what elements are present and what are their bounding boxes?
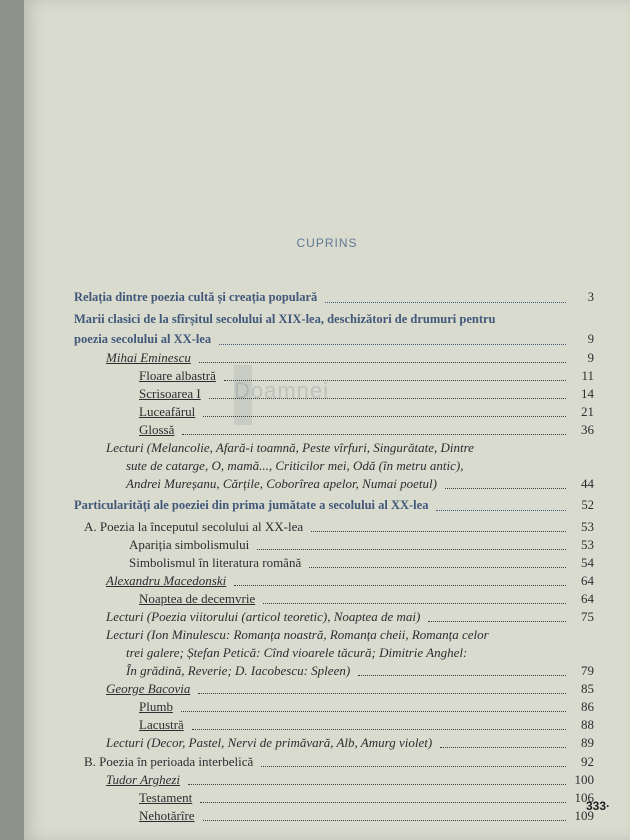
dot-leader xyxy=(261,766,566,767)
toc-entry-page: 109 xyxy=(574,808,594,823)
toc-entry xyxy=(74,627,594,643)
toc-entry xyxy=(74,422,594,438)
toc-entry xyxy=(74,404,594,420)
toc-entry-title: Alexandru Macedonski xyxy=(106,573,227,588)
toc-entry xyxy=(74,498,594,514)
toc-entry xyxy=(74,440,594,456)
toc-entry-title: Floare albastră xyxy=(139,368,216,383)
toc-entry xyxy=(74,754,594,770)
toc-entry-title: Tudor Arghezi xyxy=(106,772,181,787)
page-title: CUPRINS xyxy=(296,236,358,250)
toc-entry-title: A. Poezia la începutul secolului al XX-lea xyxy=(84,519,304,534)
toc-entry xyxy=(74,350,594,366)
dot-leader xyxy=(203,416,566,417)
dot-leader xyxy=(263,603,566,604)
toc-entry-page: 21 xyxy=(581,404,594,419)
toc-entry xyxy=(74,537,594,553)
toc-entry-page: 11 xyxy=(581,368,594,383)
toc-entry xyxy=(74,332,594,348)
dot-leader xyxy=(311,531,566,532)
toc-entry-title: Andrei Mureșanu, Cărțile, Coborîrea apelor, Numai poetul) xyxy=(126,476,437,491)
toc-entry xyxy=(74,591,594,607)
toc-entry-title: Scrisoarea I xyxy=(139,386,201,401)
toc-entry-title: Lacustră xyxy=(139,717,184,732)
dot-leader xyxy=(203,820,566,821)
toc-entry-title: B. Poezia în perioada interbelică xyxy=(84,754,254,769)
toc-entry-page: 92 xyxy=(581,754,594,769)
toc-entry-title: Testament xyxy=(139,790,193,805)
dot-leader xyxy=(309,567,566,568)
toc-entry-title: Luceafărul xyxy=(139,404,196,419)
toc-entry-page: 106 xyxy=(574,790,594,805)
toc-entry-page: 64 xyxy=(581,591,594,606)
toc-entry-title: Lecturi (Decor, Pastel, Nervi de primăvară, Alb, Amurg violet) xyxy=(106,735,433,750)
dot-leader xyxy=(200,802,566,803)
toc-entry xyxy=(74,699,594,715)
dot-leader xyxy=(198,693,566,694)
dot-leader xyxy=(192,729,566,730)
toc-entry-title: poezia secolului al XX-lea xyxy=(74,332,212,346)
toc-entry-title: Plumb xyxy=(139,699,173,714)
toc-entry-page: 75 xyxy=(581,609,594,624)
toc-entry-page: 86 xyxy=(581,699,594,714)
toc-entry-page: 79 xyxy=(581,663,594,678)
toc-entry xyxy=(74,790,594,806)
toc-entry-title: Nehotărîre xyxy=(139,808,195,823)
toc-entry-title: Relația dintre poezia cultă și creația populară xyxy=(74,290,318,304)
toc-entry xyxy=(74,645,594,661)
toc-entry-title: În grădină, Reverie; D. Iacobescu: Spleen) xyxy=(126,663,351,678)
toc-entry-page: 14 xyxy=(581,386,594,401)
toc-entry xyxy=(74,735,594,751)
toc-entry-page: 52 xyxy=(581,498,594,512)
toc-entry-page: 53 xyxy=(581,537,594,552)
toc-entry xyxy=(74,808,594,824)
toc-entry-page: 3 xyxy=(587,290,594,304)
toc-entry xyxy=(74,681,594,697)
toc-entry-page: 85 xyxy=(581,681,594,696)
dot-leader xyxy=(445,488,566,489)
dot-leader xyxy=(428,621,566,622)
toc-entry xyxy=(74,717,594,733)
toc-entry xyxy=(74,386,594,402)
toc-entry-page: 9 xyxy=(587,350,594,365)
toc-entry-page: 64 xyxy=(581,573,594,588)
toc-entry-title: Noaptea de decemvrie xyxy=(139,591,256,606)
toc-entry-page: 9 xyxy=(587,332,594,346)
toc-entry-title: Lecturi (Melancolie, Afară-i toamnă, Peste vîrfuri, Singurătate, Dintre xyxy=(106,440,474,455)
toc-entry xyxy=(74,368,594,384)
toc-entry-title: Particularități ale poeziei din prima jumătate a secolului al XX-lea xyxy=(74,498,429,512)
toc-entry xyxy=(74,476,594,492)
dot-leader xyxy=(199,362,566,363)
toc-entry-title: George Bacovia xyxy=(106,681,191,696)
dot-leader xyxy=(358,675,566,676)
toc-entry-title: Mihai Eminescu xyxy=(106,350,191,365)
dot-leader xyxy=(224,380,566,381)
toc-entry-page: 44 xyxy=(581,476,594,491)
toc-entry-page: 54 xyxy=(581,555,594,570)
dot-leader xyxy=(188,784,566,785)
dot-leader xyxy=(209,398,566,399)
toc-entry-title: Simbolismul în literatura română xyxy=(129,555,302,570)
toc-entry xyxy=(74,290,594,306)
dot-leader xyxy=(181,711,566,712)
dot-leader xyxy=(440,747,566,748)
dot-leader xyxy=(325,302,566,303)
page-number: 333· xyxy=(585,799,610,813)
dot-leader xyxy=(234,585,566,586)
toc-entry-page: 89 xyxy=(581,735,594,750)
toc-entry-title: Marii clasici de la sfîrșitul secolului al XIX-lea, deschizători de drumuri pentru xyxy=(74,312,496,326)
toc-entry xyxy=(74,663,594,679)
toc-entry xyxy=(74,555,594,571)
toc-entry xyxy=(74,609,594,625)
toc-entry-page: 88 xyxy=(581,717,594,732)
toc-entry-title: Lecturi (Poezia viitorului (articol teoretic), Noaptea de mai) xyxy=(106,609,421,624)
toc-entry-title: sute de catarge, O, mamă..., Criticilor mei, Odă (în metru antic), xyxy=(126,458,464,473)
dot-leader xyxy=(219,344,566,345)
toc-entry xyxy=(74,458,594,474)
toc-entry-title: Lecturi (Ion Minulescu: Romanța noastră, Romanța cheii, Romanța celor xyxy=(106,627,489,642)
toc-entry xyxy=(74,519,594,535)
toc-entry-title: trei galere; Ștefan Petică: Cînd vioarele tăcură; Dimitrie Anghel: xyxy=(126,645,468,660)
toc-entry xyxy=(74,573,594,589)
toc-entry-page: 100 xyxy=(574,772,594,787)
dot-leader xyxy=(182,434,566,435)
toc-entry xyxy=(74,312,594,328)
toc-entry-title: Apariția simbolismului xyxy=(129,537,250,552)
toc-entry xyxy=(74,772,594,788)
toc-entry-page: 36 xyxy=(581,422,594,437)
watermark: Doamnei xyxy=(234,378,330,403)
book-page xyxy=(24,0,630,840)
dot-leader xyxy=(257,549,566,550)
dot-leader xyxy=(436,510,566,511)
toc-entry-title: Glossă xyxy=(139,422,175,437)
toc-entry-page: 53 xyxy=(581,519,594,534)
